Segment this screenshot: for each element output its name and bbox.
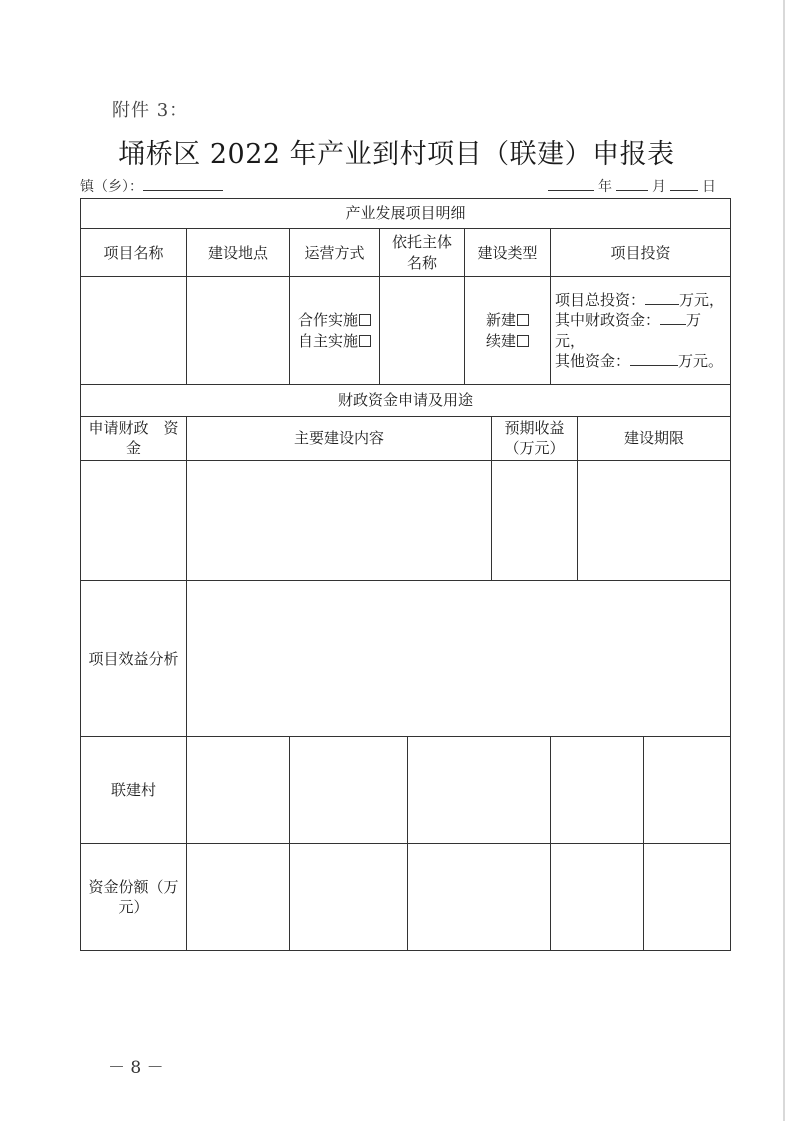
label-fund-share-text: 资金份额（万元） [88,877,179,916]
investment-other-unit: 万元。 [678,351,724,370]
header-operation-mode: 运营方式 [290,229,380,277]
cell-village-5[interactable] [644,737,731,843]
section-title-fund-application: 财政资金申请及用途 [81,384,731,416]
investment-fiscal-unit: 万元， [555,311,702,350]
option-continued-build[interactable] [465,331,550,351]
cell-construction-period[interactable] [578,461,731,581]
cell-village-1[interactable] [187,737,290,843]
option-cooperative-label: 合作实施 [297,311,358,330]
cell-entity-name[interactable] [380,277,465,384]
option-cooperative[interactable] [290,310,379,330]
cell-apply-funds[interactable] [81,461,187,581]
checkbox-self[interactable] [359,335,371,347]
cell-investment [551,277,731,384]
option-continued-build-label: 续建 [485,331,516,350]
investment-fiscal-blank[interactable] [660,313,686,325]
checkbox-new-build[interactable] [517,314,529,326]
cell-project-name[interactable] [81,277,187,384]
investment-other-label: 其他资金： [555,351,631,370]
attachment-label: 附件 3： [112,100,189,121]
header-construction-type: 建设类型 [465,229,551,277]
cell-share-1[interactable] [187,843,290,950]
town-blank[interactable] [143,176,223,191]
cell-location[interactable] [187,277,290,384]
header-apply-bottom: 金 [125,439,141,458]
day-label: 日 [702,179,716,195]
header-expected-income [492,416,578,460]
cell-expected-income[interactable] [492,461,578,581]
label-fund-share [81,843,187,950]
investment-other [555,351,730,371]
option-self-label: 自主实施 [297,331,358,350]
header-apply-top: 申请财政 资 [88,419,179,438]
cell-village-4[interactable] [551,737,644,843]
day-blank[interactable] [670,176,698,191]
month-blank[interactable] [616,176,648,191]
date-field [548,176,720,196]
cell-share-5[interactable] [644,843,731,950]
option-self[interactable] [290,331,379,351]
investment-total-label: 项目总投资： [555,291,646,309]
header-location: 建设地点 [187,229,290,277]
header-main-content: 主要建设内容 [187,416,492,460]
header-project-name: 项目名称 [81,229,187,277]
town-label: 镇（乡）： [80,179,143,195]
year-blank[interactable] [548,176,594,191]
section-title-project-details: 产业发展项目明细 [81,199,731,229]
cell-village-2[interactable] [290,737,408,843]
cell-share-2[interactable] [290,843,408,950]
page-number: － 8 － [108,1058,164,1078]
header-expected-income-text: 预期收益（万元） [504,419,565,458]
cell-village-3[interactable] [408,737,551,843]
cell-main-content[interactable] [187,461,492,581]
cell-share-3[interactable] [408,843,551,950]
cell-share-4[interactable] [551,843,644,950]
header-construction-period: 建设期限 [578,416,731,460]
checkbox-continued-build[interactable] [517,335,529,347]
town-field [80,176,223,196]
investment-total-blank[interactable] [645,293,679,305]
option-new-build-label: 新建 [485,311,516,330]
checkbox-cooperative[interactable] [359,314,371,326]
investment-total [555,290,730,310]
investment-fiscal-label: 其中财政资金： [555,311,661,330]
cell-operation-mode [290,277,380,384]
investment-total-unit: 万元， [679,291,725,309]
form-title: 埇桥区 2022 年产业到村项目（联建）申报表 [118,139,675,170]
header-entity-name [380,229,465,277]
year-label: 年 [598,179,612,195]
investment-other-blank[interactable] [630,354,678,366]
header-entity-name-text: 依托主体名称 [392,233,453,272]
label-benefit-analysis: 项目效益分析 [81,581,187,737]
cell-construction-type [465,277,551,384]
month-label: 月 [652,179,666,195]
header-apply-fiscal-funds [81,416,187,460]
label-partner-villages: 联建村 [81,737,187,843]
header-investment: 项目投资 [551,229,731,277]
investment-fiscal [555,310,730,351]
application-form-table [80,198,731,951]
cell-benefit-analysis[interactable] [187,581,731,737]
option-new-build[interactable] [465,310,550,330]
